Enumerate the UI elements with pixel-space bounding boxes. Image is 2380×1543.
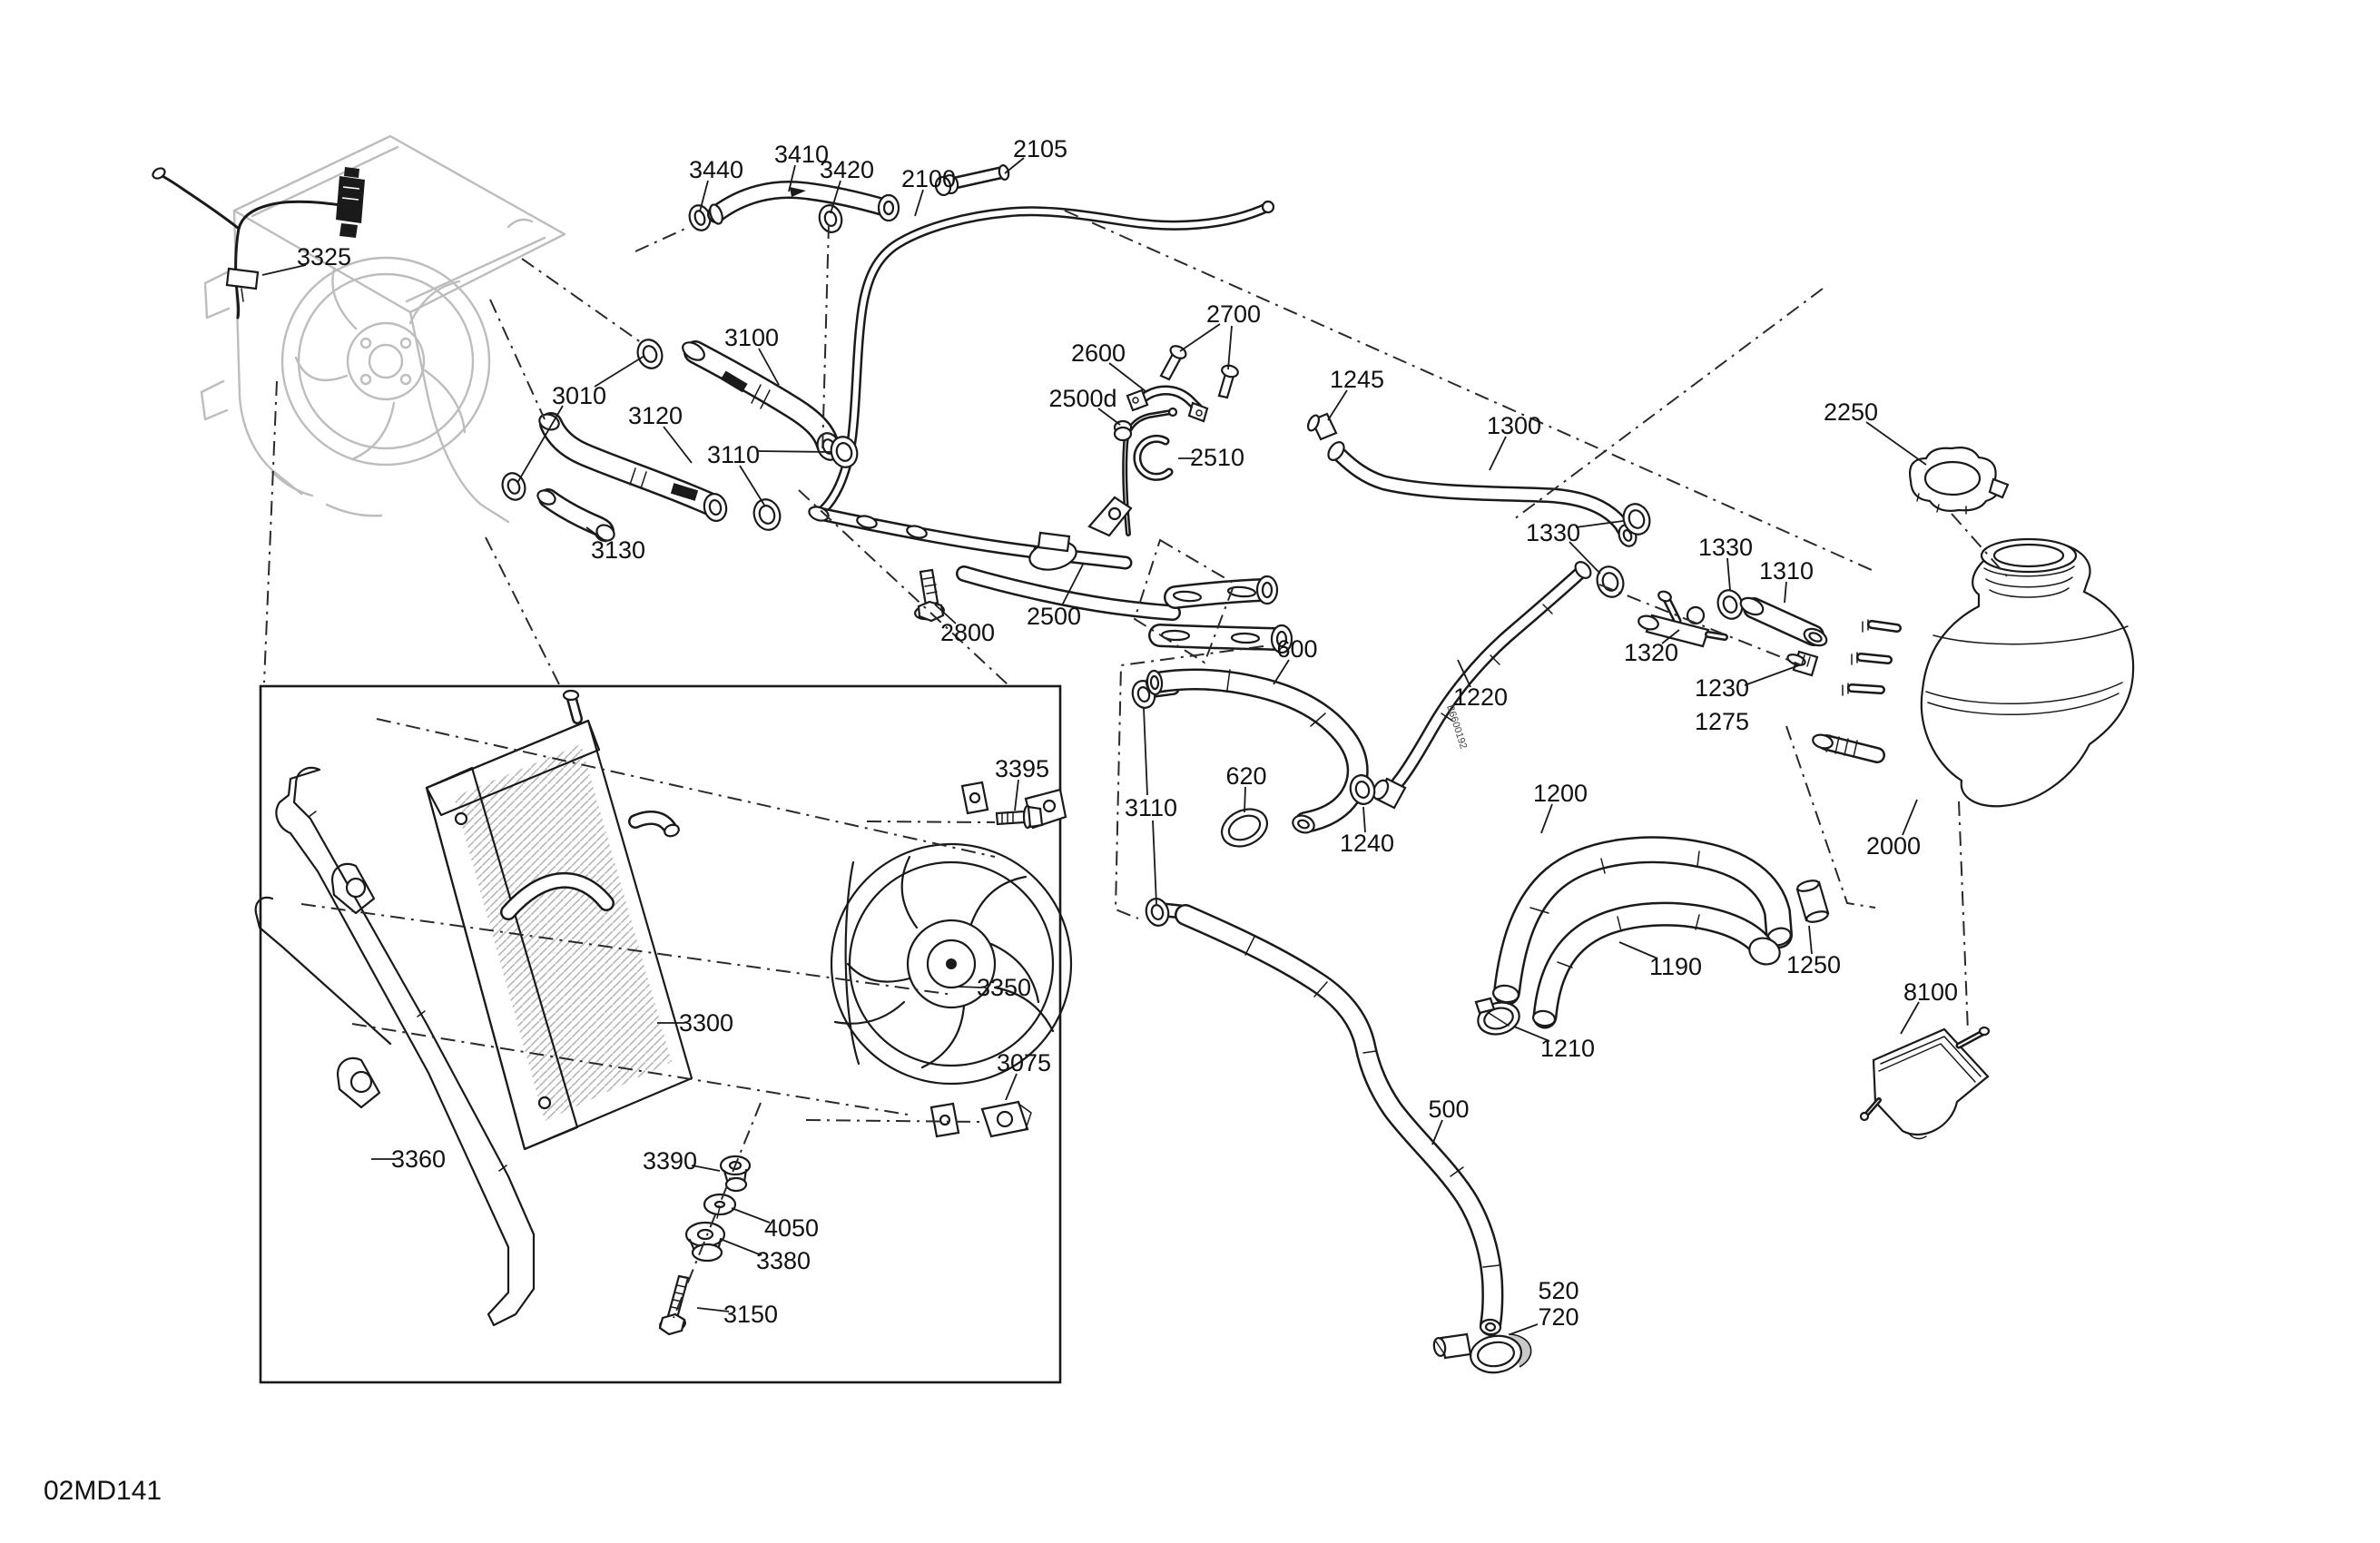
leader-line-2000-0 <box>1903 800 1917 835</box>
hose-600 <box>1156 680 1358 822</box>
leader-line-600-0 <box>1274 660 1289 684</box>
leader-line-3110b-1 <box>1153 821 1156 904</box>
sleeve-1250 <box>1796 879 1829 924</box>
part-label-720: 720 <box>1538 1303 1579 1331</box>
part-label-1310: 1310 <box>1758 557 1815 585</box>
clip-nut-3075 <box>982 1102 1031 1136</box>
part-label-3010: 3010 <box>551 382 607 409</box>
part-label-3380: 3380 <box>755 1247 811 1274</box>
part-label-3130: 3130 <box>590 536 646 564</box>
washer-4050 <box>704 1194 735 1218</box>
part-label-1190: 1190 <box>1648 953 1703 980</box>
part-label-1330b: 1330 <box>1697 534 1754 561</box>
leader-line-3120-0 <box>664 427 692 463</box>
bracket-8100 <box>1861 1027 1989 1139</box>
part-label-1300: 1300 <box>1486 412 1542 439</box>
hose-print-text-0: B6600192 <box>1444 703 1470 751</box>
leader-line-1250-0 <box>1809 926 1812 954</box>
grommet-3380 <box>686 1223 724 1261</box>
clamp-520-720 <box>1432 1332 1530 1375</box>
leader-line-1330b-0 <box>1727 558 1730 590</box>
part-label-2000: 2000 <box>1865 832 1922 860</box>
leader-line-3110a-0 <box>757 451 831 452</box>
leader-line-1245-0 <box>1328 390 1347 420</box>
part-label-3120: 3120 <box>627 402 684 429</box>
part-label-3075: 3075 <box>996 1049 1052 1076</box>
part-label-3395: 3395 <box>994 755 1050 782</box>
part-label-1275: 1275 <box>1694 708 1750 735</box>
part-label-2250: 2250 <box>1823 398 1879 426</box>
leader-line-2700-1 <box>1228 326 1232 369</box>
part-label-2510: 2510 <box>1189 444 1245 471</box>
leader-line-2250-0 <box>1866 422 1926 465</box>
part-label-3350: 3350 <box>976 974 1032 1001</box>
leader-line-720-0 <box>1510 1324 1538 1334</box>
tank-2000-group <box>1812 447 2134 806</box>
clamp-1210 <box>1474 998 1522 1039</box>
part-label-3410: 3410 <box>773 141 830 168</box>
bolt-2800 <box>914 570 945 621</box>
leader-line-1230-0 <box>1745 665 1799 685</box>
leader-line-1310-0 <box>1785 582 1786 603</box>
nut-2500d <box>1115 421 1131 440</box>
part-label-3390: 3390 <box>642 1147 698 1174</box>
part-label-2500d: 2500d <box>1048 385 1117 412</box>
part-label-8100: 8100 <box>1903 978 1959 1006</box>
part-label-3300: 3300 <box>678 1009 734 1037</box>
part-label-3420: 3420 <box>819 156 875 183</box>
part-label-2800: 2800 <box>939 619 996 646</box>
document-code: 02MD141 <box>44 1476 162 1506</box>
part-label-3325: 3325 <box>296 243 352 270</box>
leader-line-1240-0 <box>1363 807 1365 832</box>
grommet-3390 <box>721 1156 750 1191</box>
part-label-3360: 3360 <box>390 1145 447 1173</box>
part-label-1220: 1220 <box>1452 683 1509 711</box>
part-label-1230: 1230 <box>1694 674 1750 702</box>
labels-layer <box>262 135 1958 1334</box>
inset-detail-box <box>256 686 1071 1382</box>
part-label-3110b: 3110 <box>1124 794 1178 821</box>
tank-body <box>1922 541 2133 806</box>
part-label-520: 520 <box>1538 1277 1579 1304</box>
leader-line-3110a-1 <box>740 466 765 506</box>
leader-line-500-0 <box>1432 1120 1442 1145</box>
part-label-600: 600 <box>1276 635 1318 663</box>
leader-line-1300-0 <box>1490 437 1506 470</box>
leader-line-3395-0 <box>1015 780 1018 811</box>
part-label-2500: 2500 <box>1026 603 1082 630</box>
part-label-1200: 1200 <box>1532 780 1588 807</box>
part-label-3150: 3150 <box>723 1301 779 1328</box>
part-label-3440: 3440 <box>688 156 744 183</box>
hose-1300-group <box>1306 414 1639 549</box>
part-label-3110a: 3110 <box>706 441 761 468</box>
part-label-2600: 2600 <box>1070 339 1126 367</box>
part-label-1210: 1210 <box>1539 1035 1596 1062</box>
part-label-3100: 3100 <box>723 324 780 351</box>
cap-2250 <box>1910 447 2008 514</box>
part-label-2700: 2700 <box>1205 300 1262 328</box>
leader-line-620-0 <box>1244 787 1245 812</box>
ghost-radiator-fan-assembly <box>202 136 565 522</box>
leader-line-8100-0 <box>1901 1002 1919 1034</box>
fitting-1230 <box>1786 652 1817 675</box>
part-label-4050: 4050 <box>763 1214 820 1242</box>
leader-line-2100-0 <box>915 190 923 216</box>
right-hoses-group <box>1347 559 1829 1039</box>
part-label-2105: 2105 <box>1012 135 1068 162</box>
leader-line-2700-0 <box>1180 324 1220 351</box>
part-label-1330a: 1330 <box>1525 519 1581 546</box>
left-hoses-group <box>499 337 861 544</box>
bolt-3395 <box>997 806 1042 828</box>
leader-line-3110b-0 <box>1144 708 1147 795</box>
part-label-1250: 1250 <box>1785 951 1842 978</box>
part-label-1245: 1245 <box>1329 366 1385 393</box>
hose-1220 <box>1398 572 1581 782</box>
valve-1320 <box>1637 590 1725 646</box>
hose-3410-group <box>686 187 899 235</box>
leader-line-1200-0 <box>1541 804 1552 833</box>
part-label-1320: 1320 <box>1623 639 1679 666</box>
part-label-500: 500 <box>1428 1096 1470 1123</box>
center-hoses-group <box>1130 670 1531 1376</box>
bolt-3150 <box>659 1276 688 1334</box>
part-label-2100: 2100 <box>900 165 957 192</box>
sensor-3325 <box>151 166 365 318</box>
leader-line-3075-0 <box>1006 1074 1017 1100</box>
fan-3350 <box>831 782 1071 1136</box>
part-label-620: 620 <box>1225 762 1267 790</box>
part-label-1240: 1240 <box>1339 830 1395 857</box>
